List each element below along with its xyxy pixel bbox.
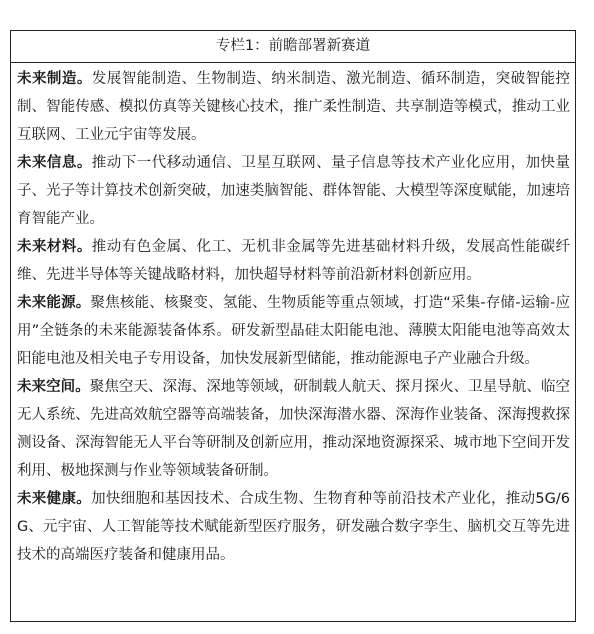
column-body [11,63,575,569]
column-title: 专栏1：前瞻部署新赛道 [11,31,575,63]
paragraph-heading: 未来健康。 [17,491,92,507]
paragraph-heading: 未来能源。 [17,295,91,311]
paragraph-future-manufacturing [17,65,570,149]
paragraph-heading: 未来空间。 [17,379,90,395]
paragraph-future-energy [17,289,570,373]
paragraph-future-health [17,485,570,569]
paragraph-text: 聚焦核能、核聚变、氢能、生物质能等重点领域，打造“采集-存储-运输-应用”全链条的未来能源装备体系。研发新型晶硅太阳能电池、薄膜太阳能电池等高效太阳能电池及相关电子专用设备，加快发展新型储能，推动能源电子产业融合升级。 [17,295,570,367]
paragraph-heading: 未来材料。 [17,239,92,255]
paragraph-heading: 未来信息。 [17,155,92,171]
paragraph-text: 推动下一代移动通信、卫星互联网、量子信息等技术产业化应用，加快量子、光子等计算技术创新突破，加速类脑智能、群体智能、大模型等深度赋能，加速培育智能产业。 [17,155,571,227]
paragraph-future-information [17,149,570,233]
paragraph-future-space [17,373,570,485]
paragraph-text: 发展智能制造、生物制造、纳米制造、激光制造、循环制造，突破智能控制、智能传感、模拟仿真等关键核心技术，推广柔性制造、共享制造等模式，推动工业互联网、工业元宇宙等发展。 [17,71,571,143]
paragraph-future-materials [17,233,570,289]
column-box [10,30,576,622]
paragraph-text: 聚焦空天、深海、深地等领域，研制载人航天、探月探火、卫星导航、临空无人系统、先进高效航空器等高端装备，加快深海潜水器、深海作业装备、深海搜救探测设备、深海智能无人平台等研制及创新应用，推动深地资源探采、城市地下空间开发利用、极地探测与作业等领域装备研制。 [17,379,571,479]
paragraph-text: 推动有色金属、化工、无机非金属等先进基础材料升级，发展高性能碳纤维、先进半导体等关键战略材料，加快超导材料等前沿新材料创新应用。 [17,239,571,283]
paragraph-heading: 未来制造。 [17,71,92,87]
paragraph-text: 加快细胞和基因技术、合成生物、生物育种等前沿技术产业化，推动5G/6G、元宇宙、人工智能等技术赋能新型医疗服务，研发融合数字孪生、脑机交互等先进技术的高端医疗装备和健康用品。 [17,491,570,563]
